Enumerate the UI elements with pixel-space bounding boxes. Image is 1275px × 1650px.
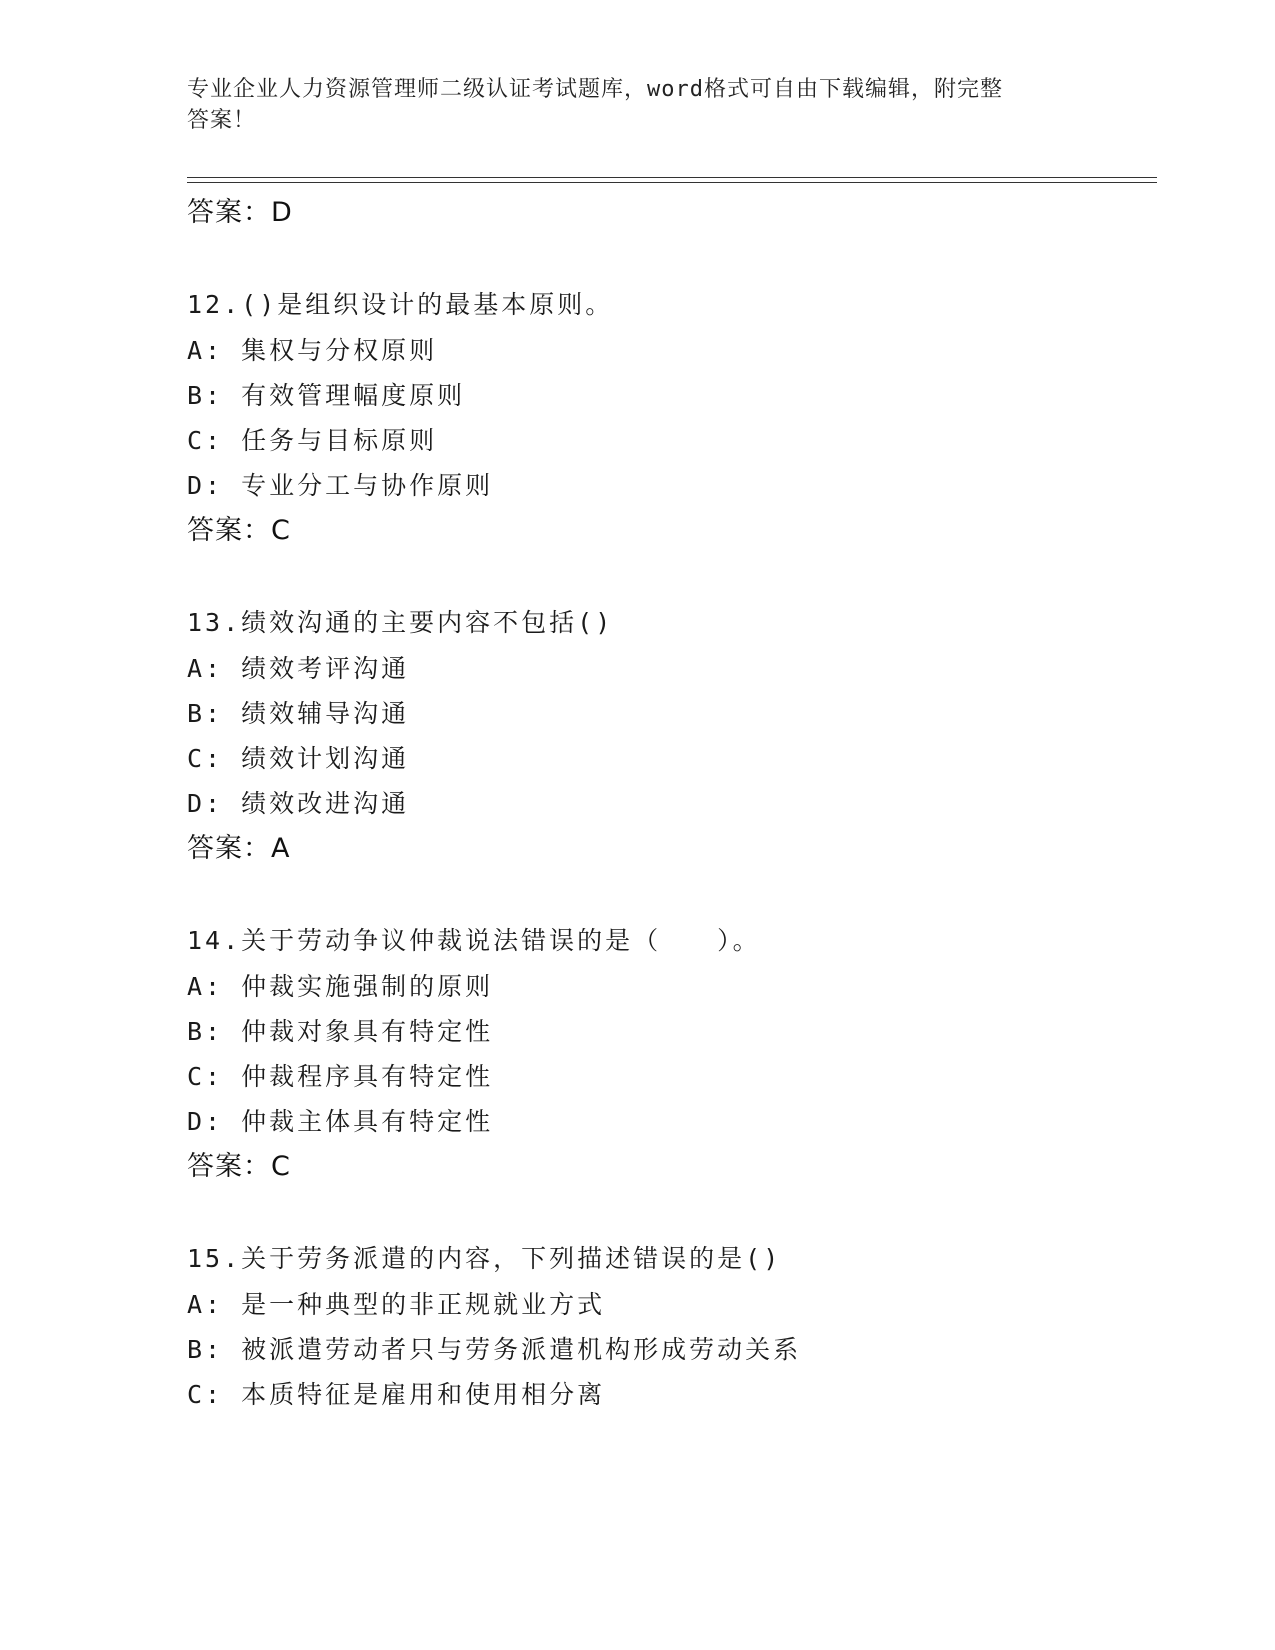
question-block — [187, 918, 1147, 1144]
spacer — [187, 1190, 1147, 1236]
option-c: C: 仲裁程序具有特定性 — [187, 1062, 494, 1091]
option-a: A: 绩效考评沟通 — [187, 654, 410, 683]
header-note — [187, 74, 1067, 136]
question-block — [187, 282, 1147, 508]
option-d: D: 仲裁主体具有特定性 — [187, 1107, 494, 1136]
option-a: A: 仲裁实施强制的原则 — [187, 972, 494, 1001]
question-stem: 12.()是组织设计的最基本原则。 — [187, 290, 614, 319]
answer-line: 答案：C — [187, 515, 291, 546]
question-stem: 15.关于劳务派遣的内容，下列描述错误的是() — [187, 1244, 782, 1273]
header-rule-thick — [187, 177, 1157, 178]
spacer — [187, 872, 1147, 918]
option-b: B: 被派遣劳动者只与劳务派遣机构形成劳动关系 — [187, 1335, 802, 1364]
option-c: C: 绩效计划沟通 — [187, 744, 410, 773]
option-c: C: 本质特征是雇用和使用相分离 — [187, 1380, 606, 1409]
answer-line: 答案：D — [187, 197, 293, 228]
option-d: D: 绩效改进沟通 — [187, 789, 410, 818]
question-stem: 14.关于劳动争议仲裁说法错误的是（ ）。 — [187, 926, 761, 955]
option-a: A: 是一种典型的非正规就业方式 — [187, 1290, 606, 1319]
option-b: B: 仲裁对象具有特定性 — [187, 1017, 494, 1046]
option-d: D: 专业分工与协作原则 — [187, 471, 494, 500]
option-c: C: 任务与目标原则 — [187, 426, 438, 455]
header-note-line-1: 专业企业人力资源管理师二级认证考试题库，word格式可自由下载编辑，附完整 — [187, 77, 1003, 102]
question-list — [187, 190, 1147, 1417]
question-block — [187, 600, 1147, 826]
question-stem: 13.绩效沟通的主要内容不包括() — [187, 608, 614, 637]
header-rule-thin — [187, 182, 1157, 183]
option-b: B: 有效管理幅度原则 — [187, 381, 466, 410]
answer-line: 答案：C — [187, 1151, 291, 1182]
spacer — [187, 554, 1147, 600]
option-b: B: 绩效辅导沟通 — [187, 699, 410, 728]
spacer — [187, 236, 1147, 282]
answer-line: 答案：A — [187, 833, 291, 864]
option-a: A: 集权与分权原则 — [187, 336, 438, 365]
header-note-line-2: 答案！ — [187, 108, 257, 133]
question-block — [187, 1236, 1147, 1417]
